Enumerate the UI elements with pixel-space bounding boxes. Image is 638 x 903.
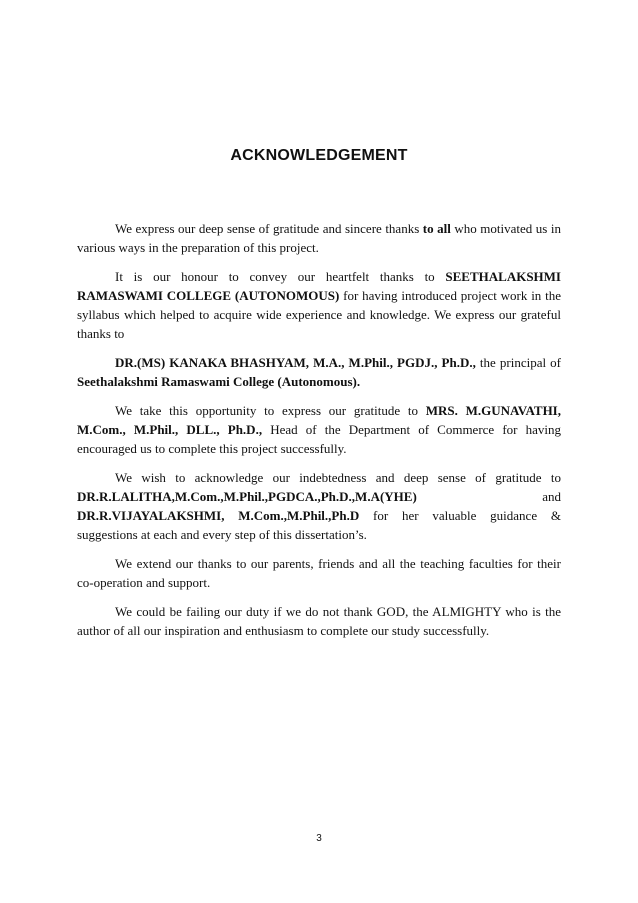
paragraph-text: We could be failing our duty if we do not thank GOD, the ALMIGHTY who is the author of all our inspiration and enthusiasm to complete our study successfully. [77,604,561,638]
page-number: 3 [316,833,322,844]
page-title: ACKNOWLEDGEMENT [230,147,408,164]
paragraph-text: for her valuable guidance & suggestions at each and every step of this dissertation’s. [77,508,561,542]
paragraph-bold-text: MRS. M.GUNAVATHI, M.Com., M.Phil., DLL., Ph.D., [77,403,561,437]
paragraph-text: We wish to acknowledge our indebtedness and deep sense of gratitude to [115,470,561,485]
paragraph-text: the principal of [475,355,561,370]
paragraph-bold-text: Seethalakshmi Ramaswami College (Autonomous). [77,374,361,389]
paragraph-text: who motivated us in various ways in the preparation of this project. [77,221,561,255]
paragraph-text: We extend our thanks to our parents, friends and all the teaching faculties for their co-operation and support. [77,556,561,590]
paragraph-bold-text: DR.R.LALITHA,M.Com.,M.Phil.,PGDCA.,Ph.D.,M.A(YHE) [77,489,417,504]
paragraph-text: We express our deep sense of gratitude and sincere thanks [115,221,423,236]
paragraph-text: and [416,489,561,504]
paragraph-god [77,602,561,640]
paragraph-text: for having introduced project work in the syllabus which helped to acquire wide experience and knowledge. We express our grateful thanks to [77,288,562,341]
acknowledgement-body [77,219,561,650]
paragraph-family [77,554,561,592]
paragraph-bold-text: DR.(MS) KANAKA BHASHYAM, M.A., M.Phil., PGDJ., Ph.D., [115,355,476,370]
paragraph-principal [77,353,561,391]
paragraph-hod [77,401,561,458]
paragraph-text: We take this opportunity to express our gratitude to [115,403,426,418]
paragraph-guides [77,468,561,544]
paragraph-college [77,267,561,343]
paragraph-bold-text: SEETHALAKSHMI RAMASWAMI COLLEGE (AUTONOMOUS) [77,269,561,303]
paragraph-bold-text: DR.R.VIJAYALAKSHMI, M.Com.,M.Phil.,Ph.D [77,508,360,523]
paragraph-bold-text: to all [422,221,451,236]
paragraph-text: It is our honour to convey our heartfelt thanks to [115,269,446,284]
paragraph-text: Head of the Department of Commerce for having encouraged us to complete this project successfully. [77,422,561,456]
paragraph-gratitude [77,219,561,257]
